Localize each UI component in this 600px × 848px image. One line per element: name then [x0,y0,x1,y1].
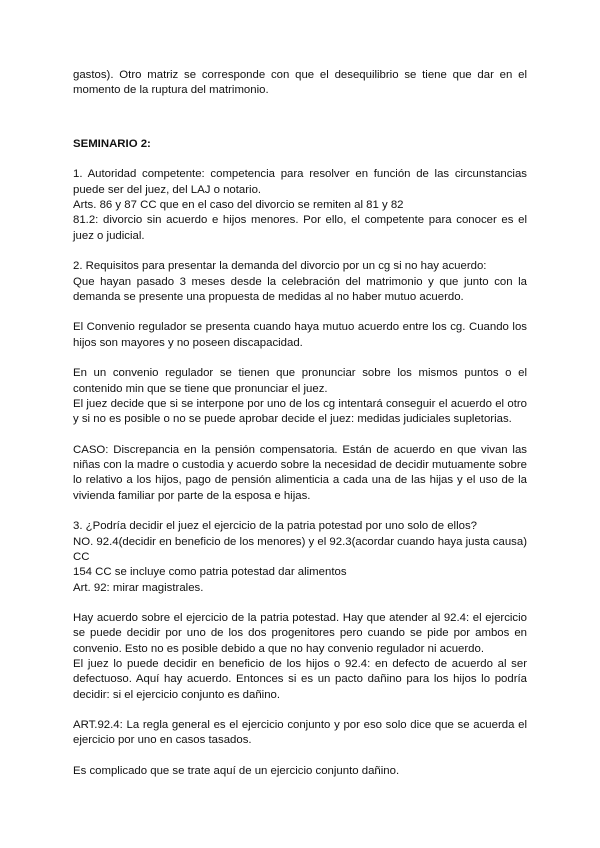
paragraph-3-1: 3. ¿Podría decidir el juez el ejercicio de la patria potestad por uno solo de ellos? [73,520,477,533]
paragraph-2-4: En un convenio regulador se tienen que pronunciar sobre los mismos puntos o el contenido min que se tiene que pronunciar el juez. [73,367,527,395]
paragraph-3-3: 154 CC se incluye como patria potestad dar alimentos [73,566,347,579]
paragraph-3-6: El juez lo puede decidir en beneficio de los hijos o 92.4: en defecto de acuerdo al ser defectuoso. Aquí hay acuerdo. Entonces si es un pacto dañino para los hijos lo podría decidir: si el ejercicio conjunto es dañino. [73,657,527,701]
paragraph-2-6: CASO: Discrepancia en la pensión compensatoria. Están de acuerdo en que vivan las niñas con la madre o custodia y acuerdo sobre la necesidad de decidir mutuamente sobre lo relativo a los hijos, pago de pensión alimenticia a cada una de las hijas y el uso de la vivienda familiar por parte de la esposa e hijas. [73,443,527,502]
paragraph-2-1: 2. Requisitos para presentar la demanda del divorcio por un cg si no hay acuerdo: [73,260,487,273]
paragraph-3-2: NO. 92.4(decidir en beneficio de los menores) y el 92.3(acordar cuando haya justa causa) CC [73,535,527,563]
paragraph-1-2: Arts. 86 y 87 CC que en el caso del divorcio se remiten al 81 y 82 [73,199,404,212]
paragraph-3-7: ART.92.4: La regla general es el ejercicio conjunto y por eso solo dice que se acuerda el ejercicio por uno en casos tasados. [73,719,527,747]
paragraph-3-8: Es complicado que se trate aquí de un ejercicio conjunto dañino. [73,765,400,778]
document-page [73,68,527,779]
paragraph-1-3: 81.2: divorcio sin acuerdo e hijos menores. Por ello, el competente para conocer es el juez o judicial. [73,214,527,242]
section-heading: SEMINARIO 2: [73,137,151,150]
paragraph-2-2: Que hayan pasado 3 meses desde la celebración del matrimonio y que junto con la demanda se presente una propuesta de medidas al no haber mutuo acuerdo. [73,275,527,303]
intro-paragraph: gastos). Otro matriz se corresponde con que el desequilibrio se tiene que dar en el momento de la ruptura del matrimonio. [73,69,527,97]
paragraph-2-3: El Convenio regulador se presenta cuando haya mutuo acuerdo entre los cg. Cuando los hijos son mayores y no poseen discapacidad. [73,321,527,349]
paragraph-3-5: Hay acuerdo sobre el ejercicio de la patria potestad. Hay que atender al 92.4: el ejercicio se puede decidir por uno de los dos progenitores pero cuando se pide por ambos en convenio. Esto no es posible debido a que no hay convenio regulador ni acuerdo. [73,612,527,655]
paragraph-2-5: El juez decide que si se interpone por uno de los cg intentará conseguir el acuerdo el otro y si no es posible o no se puede aprobar decide el juez: medidas judiciales supletorias. [73,397,527,426]
paragraph-3-4: Art. 92: mirar magistrales. [73,581,204,594]
paragraph-1-1: 1. Autoridad competente: competencia para resolver en función de las circunstancias puede ser del juez, del LAJ o notario. [73,168,527,196]
